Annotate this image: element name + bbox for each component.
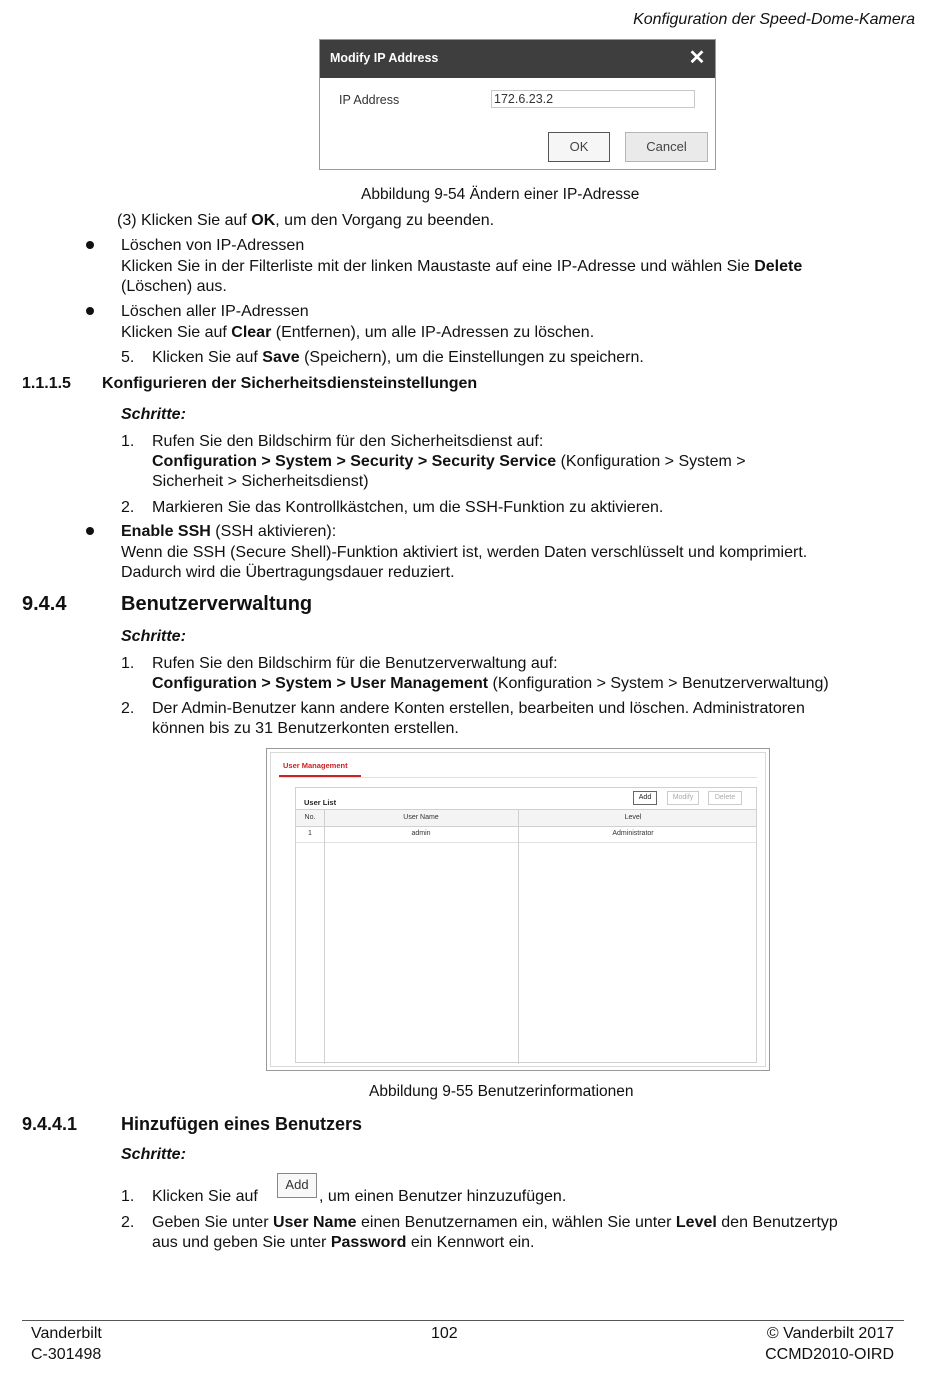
bullet-icon: [86, 527, 94, 535]
column-header-level: Level: [624, 814, 642, 821]
modify-ip-dialog-screenshot: [319, 39, 716, 170]
bullet-clear-title: Löschen aller IP-Adressen: [121, 303, 309, 320]
sec-step-1-line3: Sicherheit > Sicherheitsdienst): [152, 473, 369, 490]
user-table: [296, 809, 756, 1064]
table-cell-user-name[interactable]: admin: [411, 830, 431, 837]
bullet-delete-line2: (Löschen) aus.: [121, 278, 227, 295]
sec-step-2-number: 2.: [121, 499, 135, 516]
bullet-delete-title: Löschen von IP-Adressen: [121, 237, 305, 254]
bullet-ssh-title: Enable SSH (SSH aktivieren):: [121, 523, 337, 540]
bullet-delete-line1: Klicken Sie in der Filterliste mit der linken Maustaste auf eine IP-Adresse und wählen Sie Delete: [121, 258, 803, 275]
bullet-icon: [86, 307, 94, 315]
footer-page-number: 102: [431, 1325, 458, 1342]
add-step-2-line1: Geben Sie unter User Name einen Benutzernamen ein, wählen Sie unter Level den Benutzertyp: [152, 1214, 838, 1231]
steps-label: Schritte:: [121, 1146, 186, 1163]
ip-address-input[interactable]: 172.6.23.2: [491, 90, 695, 108]
step-5-text: Klicken Sie auf Save (Speichern), um die Einstellungen zu speichern.: [152, 349, 644, 366]
um-step-1-line1: Rufen Sie den Bildschirm für die Benutzerverwaltung auf:: [152, 655, 558, 672]
um-step-1-number: 1.: [121, 655, 135, 672]
user-management-frame: [270, 752, 766, 1067]
steps-label: Schritte:: [121, 406, 186, 423]
cancel-button[interactable]: Cancel: [625, 132, 708, 162]
dialog-title: Modify IP Address: [330, 51, 439, 65]
um-modify-button[interactable]: Modify: [667, 791, 699, 805]
ok-button[interactable]: OK: [548, 132, 610, 162]
table-row-divider: [296, 842, 756, 843]
section-title-9441: Hinzufügen eines Benutzers: [121, 1114, 363, 1134]
footer-doc-id: C-301498: [31, 1346, 102, 1363]
add-step-1-pre: Klicken Sie auf: [152, 1188, 258, 1205]
user-management-screenshot: [266, 748, 770, 1071]
user-list-panel: [295, 787, 757, 1063]
sec-step-1-number: 1.: [121, 433, 135, 450]
um-add-button[interactable]: Add: [633, 791, 657, 805]
sec-step-2-text: Markieren Sie das Kontrollkästchen, um die SSH-Funktion zu aktivieren.: [152, 499, 664, 516]
table-cell-no[interactable]: 1: [308, 830, 312, 837]
sec-step-1-line2: Configuration > System > Security > Security Service (Konfiguration > System >: [152, 453, 746, 470]
section-number-944: 9.4.4: [22, 593, 67, 615]
step-3-text: (3) Klicken Sie auf OK, um den Vorgang zu beenden.: [117, 212, 495, 229]
um-step-1-line2: Configuration > System > User Management (Konfiguration > System > Benutzerverwaltung): [152, 675, 829, 692]
table-cell-level[interactable]: Administrator: [612, 830, 654, 837]
step-5-number: 5.: [121, 349, 135, 366]
um-delete-button[interactable]: Delete: [708, 791, 742, 805]
bullet-icon: [86, 241, 94, 249]
figure-caption-54: Abbildung 9-54 Ändern einer IP-Adresse: [361, 186, 640, 203]
footer-doc-code: CCMD2010-OIRD: [765, 1346, 894, 1363]
section-title-1115: Konfigurieren der Sicherheitsdiensteinstellungen: [102, 375, 478, 392]
section-number-1115: 1.1.1.5: [22, 375, 71, 392]
dialog-title-bar: [320, 40, 715, 78]
section-title-944: Benutzerverwaltung: [121, 593, 313, 615]
um-step-2-line2: können bis zu 31 Benutzerkonten erstellen.: [152, 720, 459, 737]
add-step-1-post: , um einen Benutzer hinzuzufügen.: [319, 1188, 567, 1205]
bullet-ssh-line2: Wenn die SSH (Secure Shell)-Funktion aktiviert ist, werden Daten verschlüsselt und komprimiert.: [121, 544, 808, 561]
page-header-title: Konfiguration der Speed-Dome-Kamera: [633, 11, 915, 28]
tab-separator: [279, 777, 757, 778]
footer-company: Vanderbilt: [31, 1325, 102, 1342]
add-button-inline[interactable]: Add: [277, 1173, 317, 1198]
um-step-2-line1: Der Admin-Benutzer kann andere Konten erstellen, bearbeiten und löschen. Administratoren: [152, 700, 805, 717]
column-header-user-name: User Name: [403, 814, 439, 821]
column-header-no: No.: [304, 814, 316, 821]
add-step-1-number: 1.: [121, 1188, 135, 1205]
add-step-2-line2: aus und geben Sie unter Password ein Kennwort ein.: [152, 1234, 535, 1251]
close-icon[interactable]: ✕: [688, 47, 706, 69]
footer-copyright: © Vanderbilt 2017: [766, 1325, 894, 1342]
tab-user-management[interactable]: User Management: [283, 761, 348, 770]
bullet-clear-line: Klicken Sie auf Clear (Entfernen), um alle IP-Adressen zu löschen.: [121, 324, 595, 341]
add-step-2-number: 2.: [121, 1214, 135, 1231]
footer-divider: [22, 1320, 904, 1321]
column-divider: [324, 810, 325, 1064]
steps-label: Schritte:: [121, 628, 186, 645]
ip-address-label: IP Address: [339, 93, 400, 107]
user-list-title: User List: [304, 798, 337, 807]
sec-step-1-line1: Rufen Sie den Bildschirm für den Sicherheitsdienst auf:: [152, 433, 544, 450]
section-number-9441: 9.4.4.1: [22, 1114, 78, 1134]
column-divider: [518, 810, 519, 1064]
bullet-ssh-line3: Dadurch wird die Übertragungsdauer reduziert.: [121, 564, 455, 581]
um-step-2-number: 2.: [121, 700, 135, 717]
figure-caption-55: Abbildung 9-55 Benutzerinformationen: [369, 1083, 634, 1100]
